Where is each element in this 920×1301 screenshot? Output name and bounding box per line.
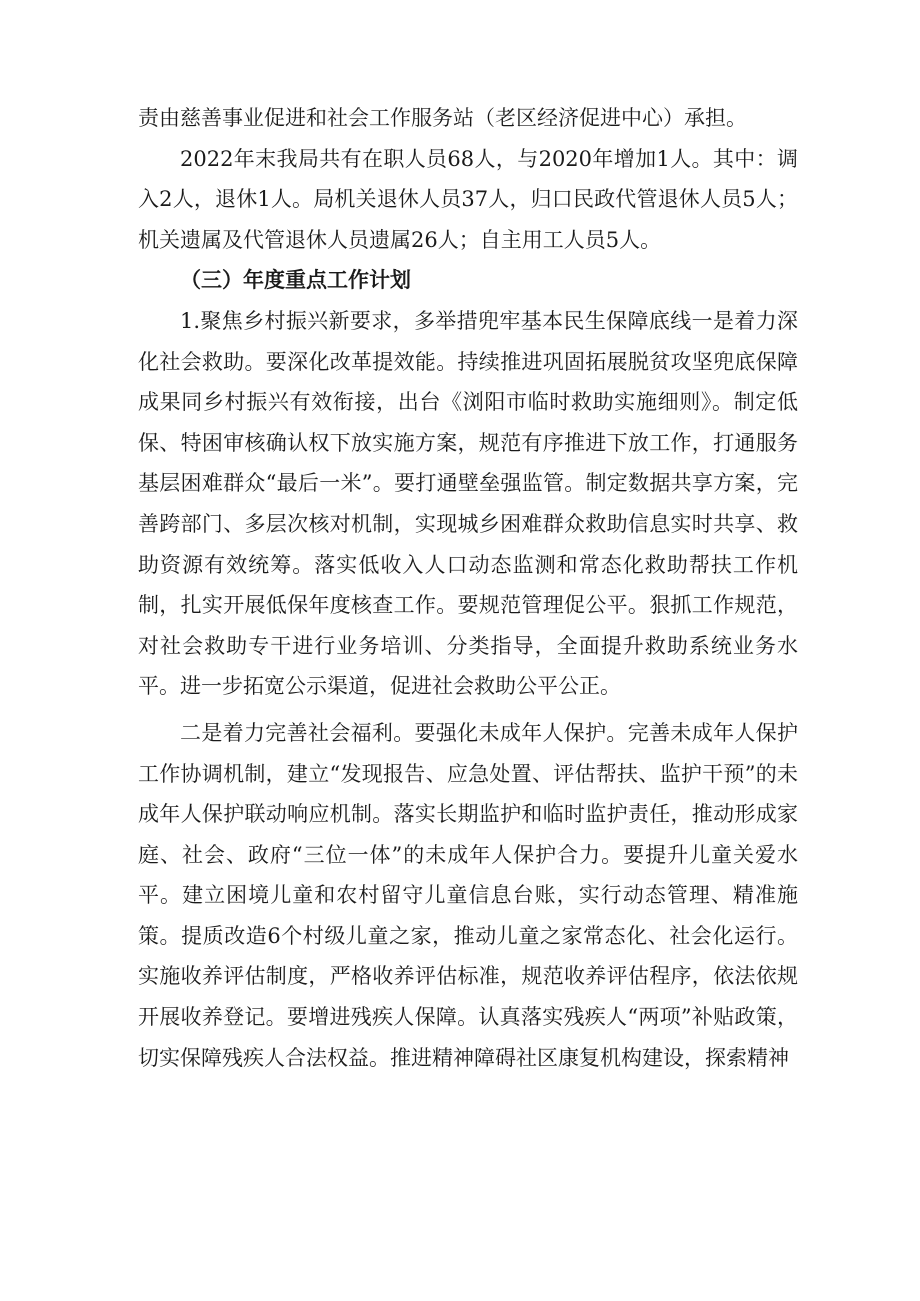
paragraph-social-welfare: 二是着力完善社会福利。要强化未成年人保护。完善未成年人保护工作协调机制，建立“发现报告、应急处置、评估帮扶、监护干预”的未成年人保护联动响应机制。落实长期监护和临时监护责任，推动形成家庭、社会、政府“三位一体”的未成年人保护合力。要提升儿童关爱水平。建立困境儿童和农村留守儿童信息台账，实行动态管理、精准施策。提质改造6个村级儿童之家，推动儿童之家常态化、社会化运行。实施收养评估制度，严格收养评估标准，规范收养评估程序，依法依规开展收养登记。要增进残疾人保障。认真落实残疾人“两项”补贴政策，切实保障残疾人合法权益。推进精神障碍社区康复机构建设，探索精神: [138, 720, 798, 1070]
paragraph-staffing: 2022年末我局共有在职人员68人，与2020年增加1人。其中：调入2人，退休1人。局机关退休人员37人，归口民政代管退休人员5人；机关遗属及代管退休人员遗属26人；自主用工人员5人。: [138, 146, 798, 252]
paragraph-social-assistance: 1.聚焦乡村振兴新要求，多举措兜牢基本民生保障底线一是着力深化社会救助。要深化改革提效能。持续推进巩固拓展脱贫攻坚兜底保障成果同乡村振兴有效衔接，出台《浏阳市临时救助实施细则》。制定低保、特困审核确认权下放实施方案，规范有序推进下放工作，打通服务基层困难群众“最后一米”。要打通壁垒强监管。制定数据共享方案，完善跨部门、多层次核对机制，实现城乡困难群众救助信息实时共享、救助资源有效统筹。落实低收入人口动态监测和常态化救助帮扶工作机制，扎实开展低保年度核查工作。要规范管理促公平。狠抓工作规范，对社会救助专干进行业务培训、分类指导，全面提升救助系统业务水平。进一步拓宽公示渠道，促进社会救助公平公正。: [138, 308, 798, 699]
paragraph-continuation: 责由慈善事业促进和社会工作服务站（老区经济促进中心）承担。: [138, 106, 747, 130]
section-heading: （三）年度重点工作计划: [180, 268, 411, 293]
document-page: [138, 98, 798, 1078]
